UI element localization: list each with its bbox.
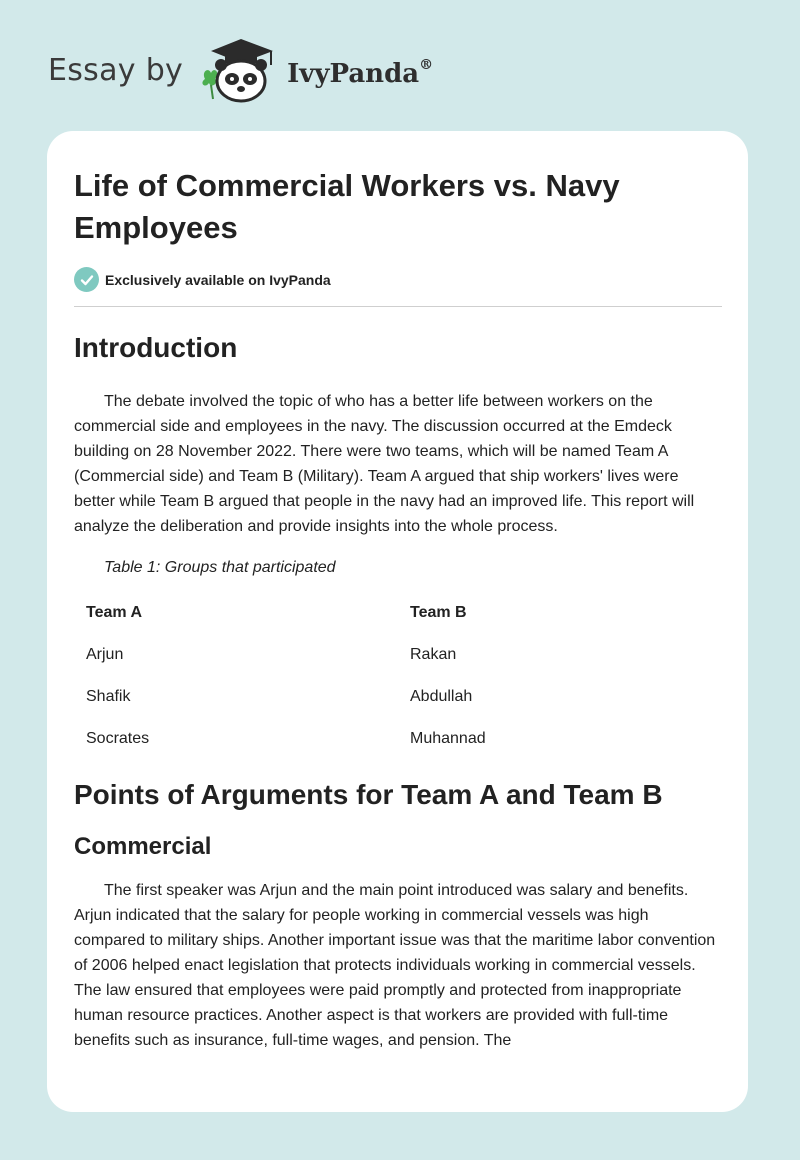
table-header-cell: Team B xyxy=(410,604,467,621)
brand-name[interactable]: IvyPanda® xyxy=(287,57,434,89)
divider xyxy=(74,306,722,307)
table-cell: Arjun xyxy=(86,646,124,663)
exclusive-label: Exclusively available on IvyPanda xyxy=(105,271,331,288)
article-card xyxy=(47,131,748,1112)
table-header-cell: Team A xyxy=(86,604,143,621)
essay-by-label: Essay by xyxy=(48,52,184,88)
introduction-paragraph: The debate involved the topic of who has a better life between workers on the commercial side and employees in the navy. The discussion occurred at the Emdeck building on 28 November 2022. There were two teams, which will be named Team A (Commercial side) and Team B (Military). Team A argued that ship workers' lives were better while Team B argued that people in the navy had an improved life. This report will analyze the deliberation and provide insights into the whole process. xyxy=(74,393,695,535)
teams-table xyxy=(74,592,722,760)
check-circle-icon xyxy=(74,267,99,292)
table-cell: Abdullah xyxy=(410,688,473,705)
article-title: Life of Commercial Workers vs. Navy Employees xyxy=(74,168,620,245)
table-cell: Shafik xyxy=(86,688,131,705)
table-row xyxy=(74,634,722,676)
table-header-row xyxy=(74,592,722,634)
panda-logo-icon[interactable] xyxy=(197,35,279,110)
table-cell: Socrates xyxy=(86,730,150,747)
commercial-paragraph: The first speaker was Arjun and the main point introduced was salary and benefits. Arjun indicated that the salary for people working in commercial vessels was high compared to military ships. Another important issue was that the maritime labor convention of 2006 helped enact legislation that protects individuals working in commercial vessels. The law ensured that employees were paid promptly and protected from inappropriate human resource practices. Another aspect is that workers are provided with full-time benefits such as insurance, full-time wages, and pension. The xyxy=(74,882,716,1049)
table-cell: Rakan xyxy=(410,646,457,663)
exclusive-badge xyxy=(74,267,722,292)
section-heading-arguments: Points of Arguments for Team A and Team B xyxy=(74,779,663,810)
subsection-heading-commercial: Commercial xyxy=(74,833,212,860)
table-cell: Muhannad xyxy=(410,730,486,747)
table-caption: Table 1: Groups that participated xyxy=(104,559,336,576)
table-row xyxy=(74,718,722,760)
section-heading-introduction: Introduction xyxy=(74,332,238,363)
table-row xyxy=(74,676,722,718)
site-header xyxy=(48,30,433,110)
